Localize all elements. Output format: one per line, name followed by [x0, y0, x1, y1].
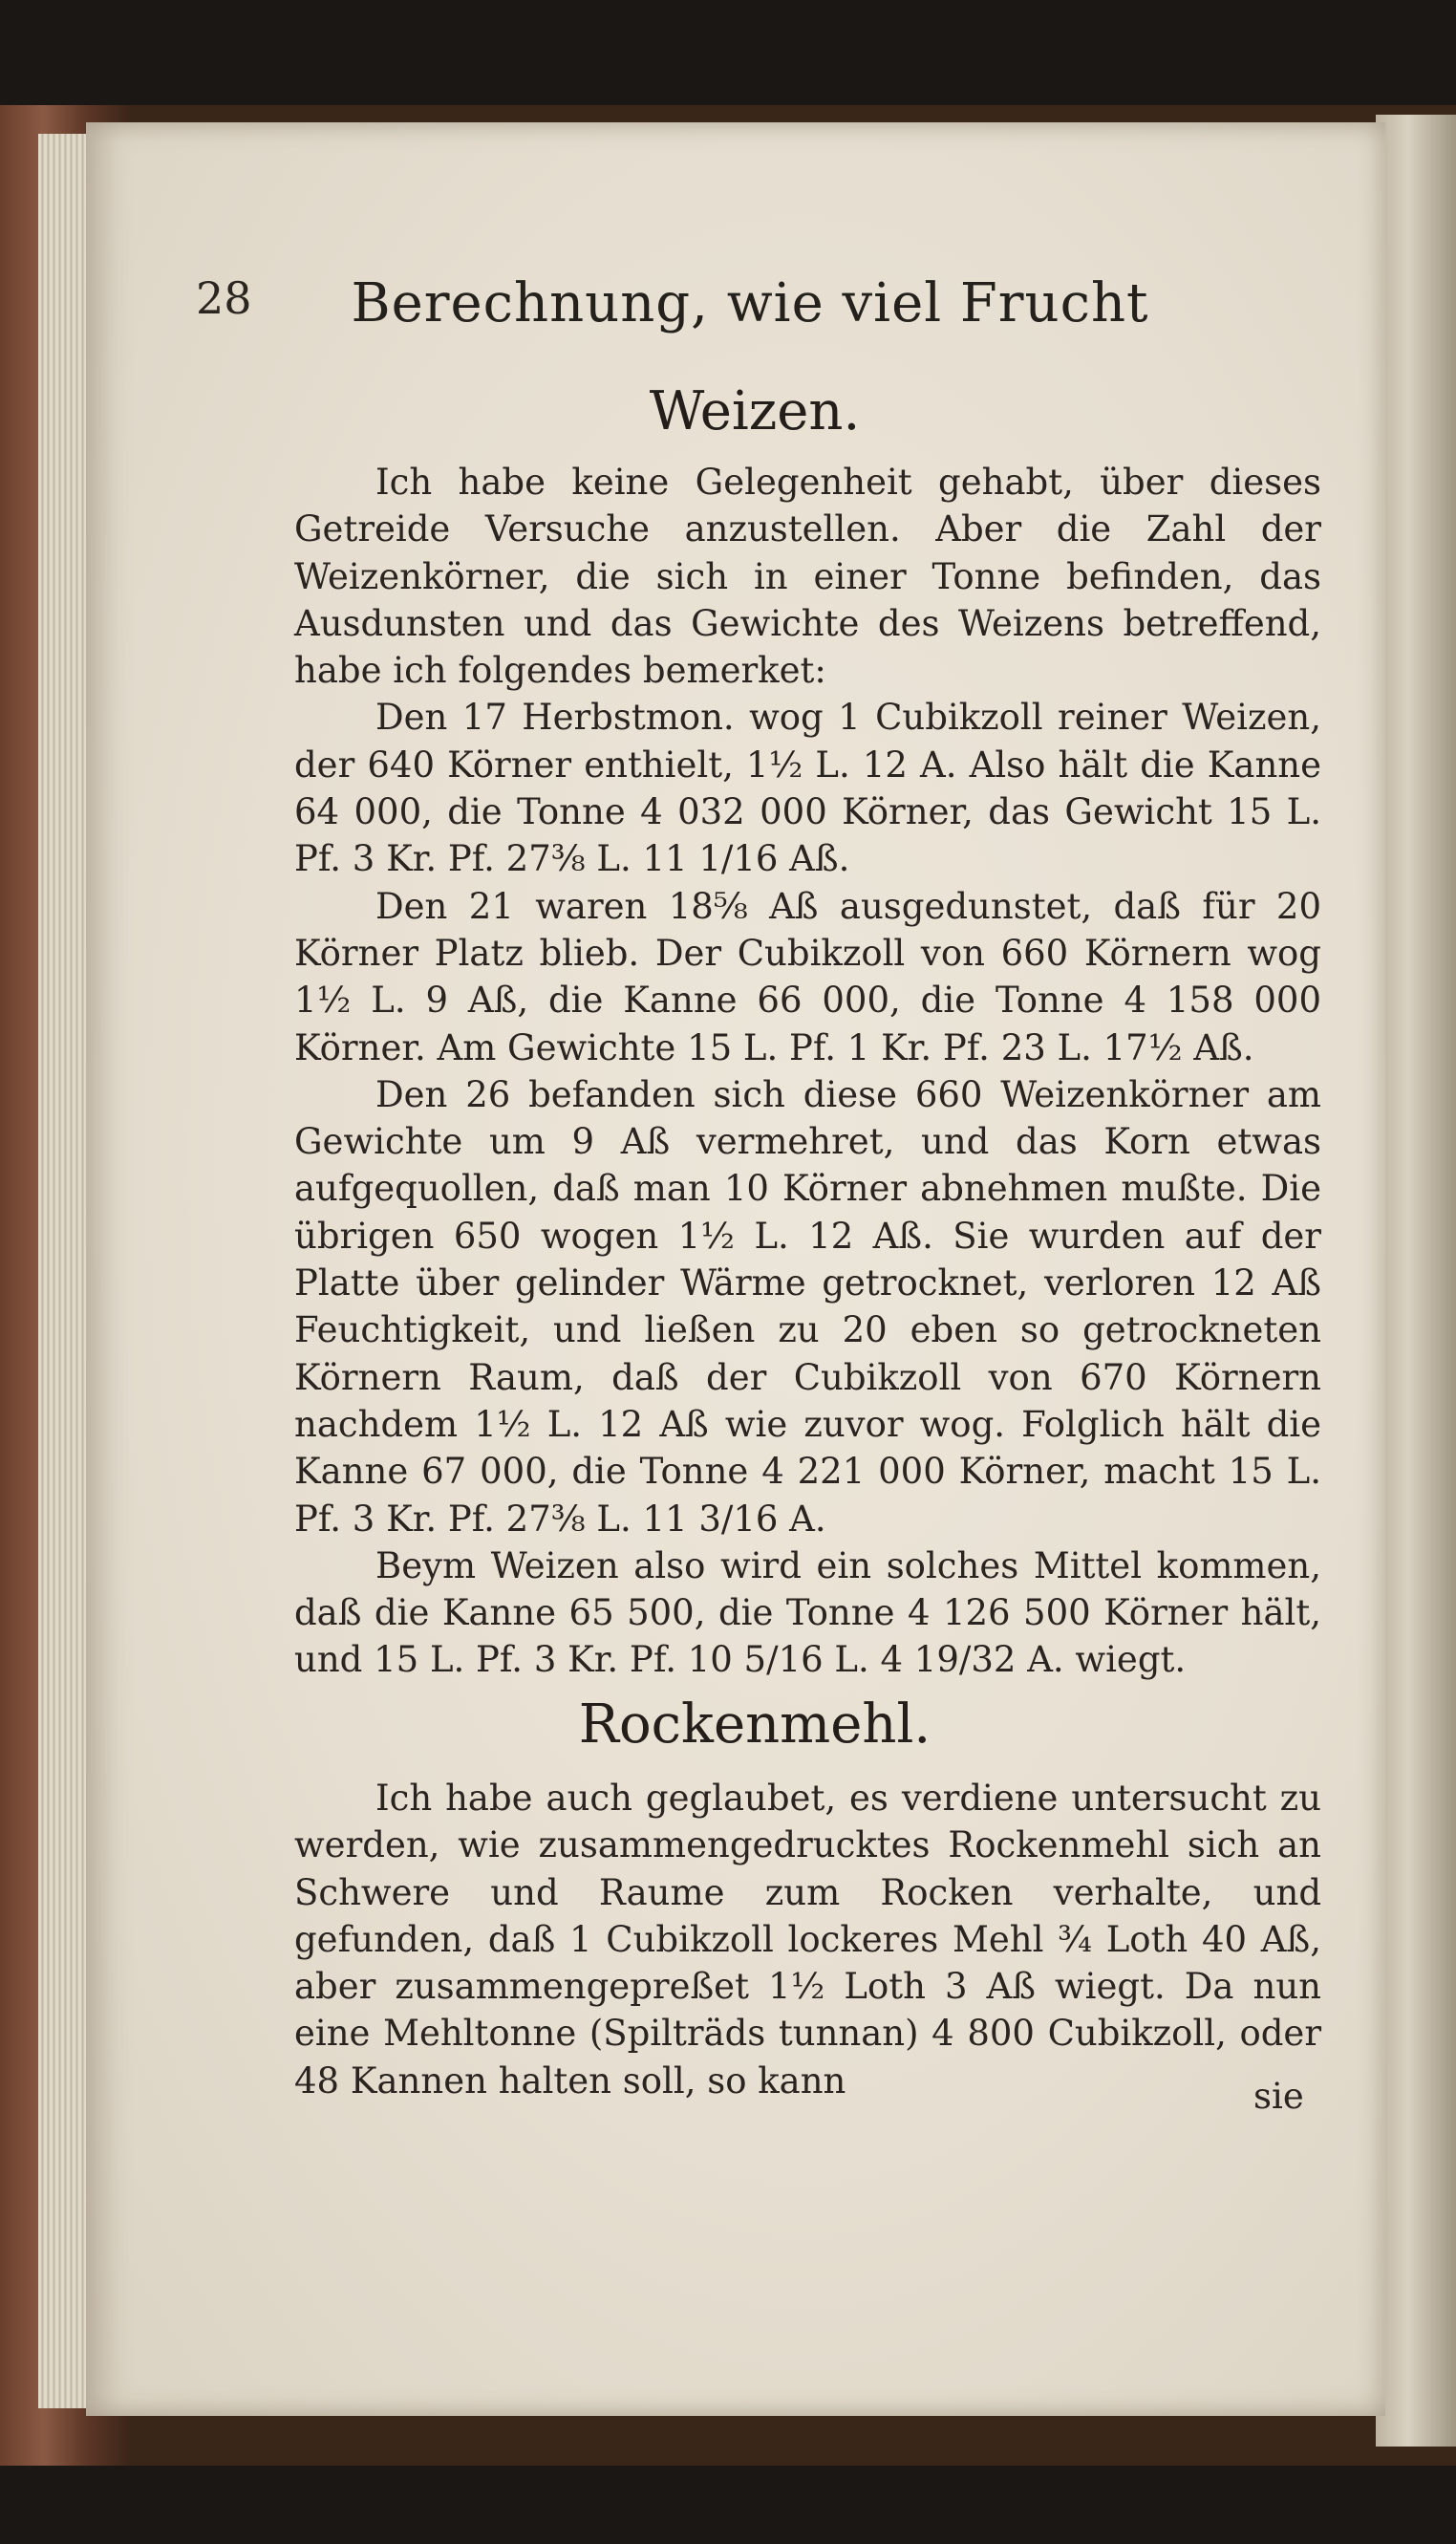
paragraph: Ich habe auch geglaubet, es verdiene untersucht zu werden, wie zusammengedrucktes Rockenmehl sich an Schwere und Raume zum Rocken verhalte, und gefunden, daß 1 Cubikzoll lockeres Mehl ¾ Loth 40 Aß, aber zusammengepreßet 1½ Loth 3 Aß wiegt. Da nun eine Mehltonne (Spilträds tunnan) 4 800 Cubikzoll, oder 48 Kannen halten soll, so kann [294, 1778, 1321, 2102]
paragraph: Den 17 Herbstmon. wog 1 Cubikzoll reiner Weizen, der 640 Körner enthielt, 1½ L. 12 A. Also hält die Kanne 64 000, die Tonne 4 032 000 Körner, das Gewicht 15 L. Pf. 3 Kr. Pf. 27⅜ L. 11 1/16 Aß. [294, 697, 1321, 880]
running-title: Berechnung, wie viel Frucht [351, 272, 1149, 334]
facing-page-edge [1376, 115, 1456, 2447]
paragraph: Den 26 befanden sich diese 660 Weizenkörner am Gewichte um 9 Aß vermehret, und das Korn etwas aufgequollen, daß man 10 Körner abnehmen mußte. Die übrigen 650 wogen 1½ L. 12 Aß. Sie wurden auf der Platte über gelinder Wärme getrocknet, verloren 12 Aß Feuchtigkeit, und ließen zu 20 eben so getrockneten Körnern Raum, daß der Cubikzoll von 670 Körnern nachdem 1½ L. 12 Aß wie zuvor wog. Folglich hält die Kanne 67 000, die Tonne 4 221 000 Körner, macht 15 L. Pf. 3 Kr. Pf. 27⅜ L. 11 3/16 A. [294, 1073, 1321, 1540]
section-body-rockenmehl [294, 1775, 1321, 2104]
section-body-weizen [294, 459, 1321, 1684]
section-heading-weizen: Weizen. [649, 380, 861, 442]
paragraph: Beym Weizen also wird ein solches Mittel kommen, daß die Kanne 65 500, die Tonne 4 126 500 Körner hält, und 15 L. Pf. 3 Kr. Pf. 10 5/16 L. 4 19/32 A. wiegt. [294, 1544, 1321, 1681]
page-number: 28 [196, 272, 252, 324]
paragraph: Ich habe keine Gelegenheit gehabt, über dieses Getreide Versuche anzustellen. Aber die Zahl der Weizenkörner, die sich in einer Tonne befinden, das Ausdunsten und das Gewichte des Weizens betreffend, habe ich folgendes bemerket: [294, 462, 1321, 692]
page-header [196, 272, 1180, 339]
paragraph: Den 21 waren 18⅝ Aß ausgedunstet, daß für 20 Körner Platz blieb. Der Cubikzoll von 660 Körnern wog 1½ L. 9 Aß, die Kanne 66 000, die Tonne 4 158 000 Körner. Am Gewichte 15 L. Pf. 1 Kr. Pf. 23 L. 17½ Aß. [294, 885, 1321, 1068]
catchword: sie [1253, 2076, 1304, 2117]
section-heading-rockenmehl: Rockenmehl. [578, 1693, 931, 1756]
